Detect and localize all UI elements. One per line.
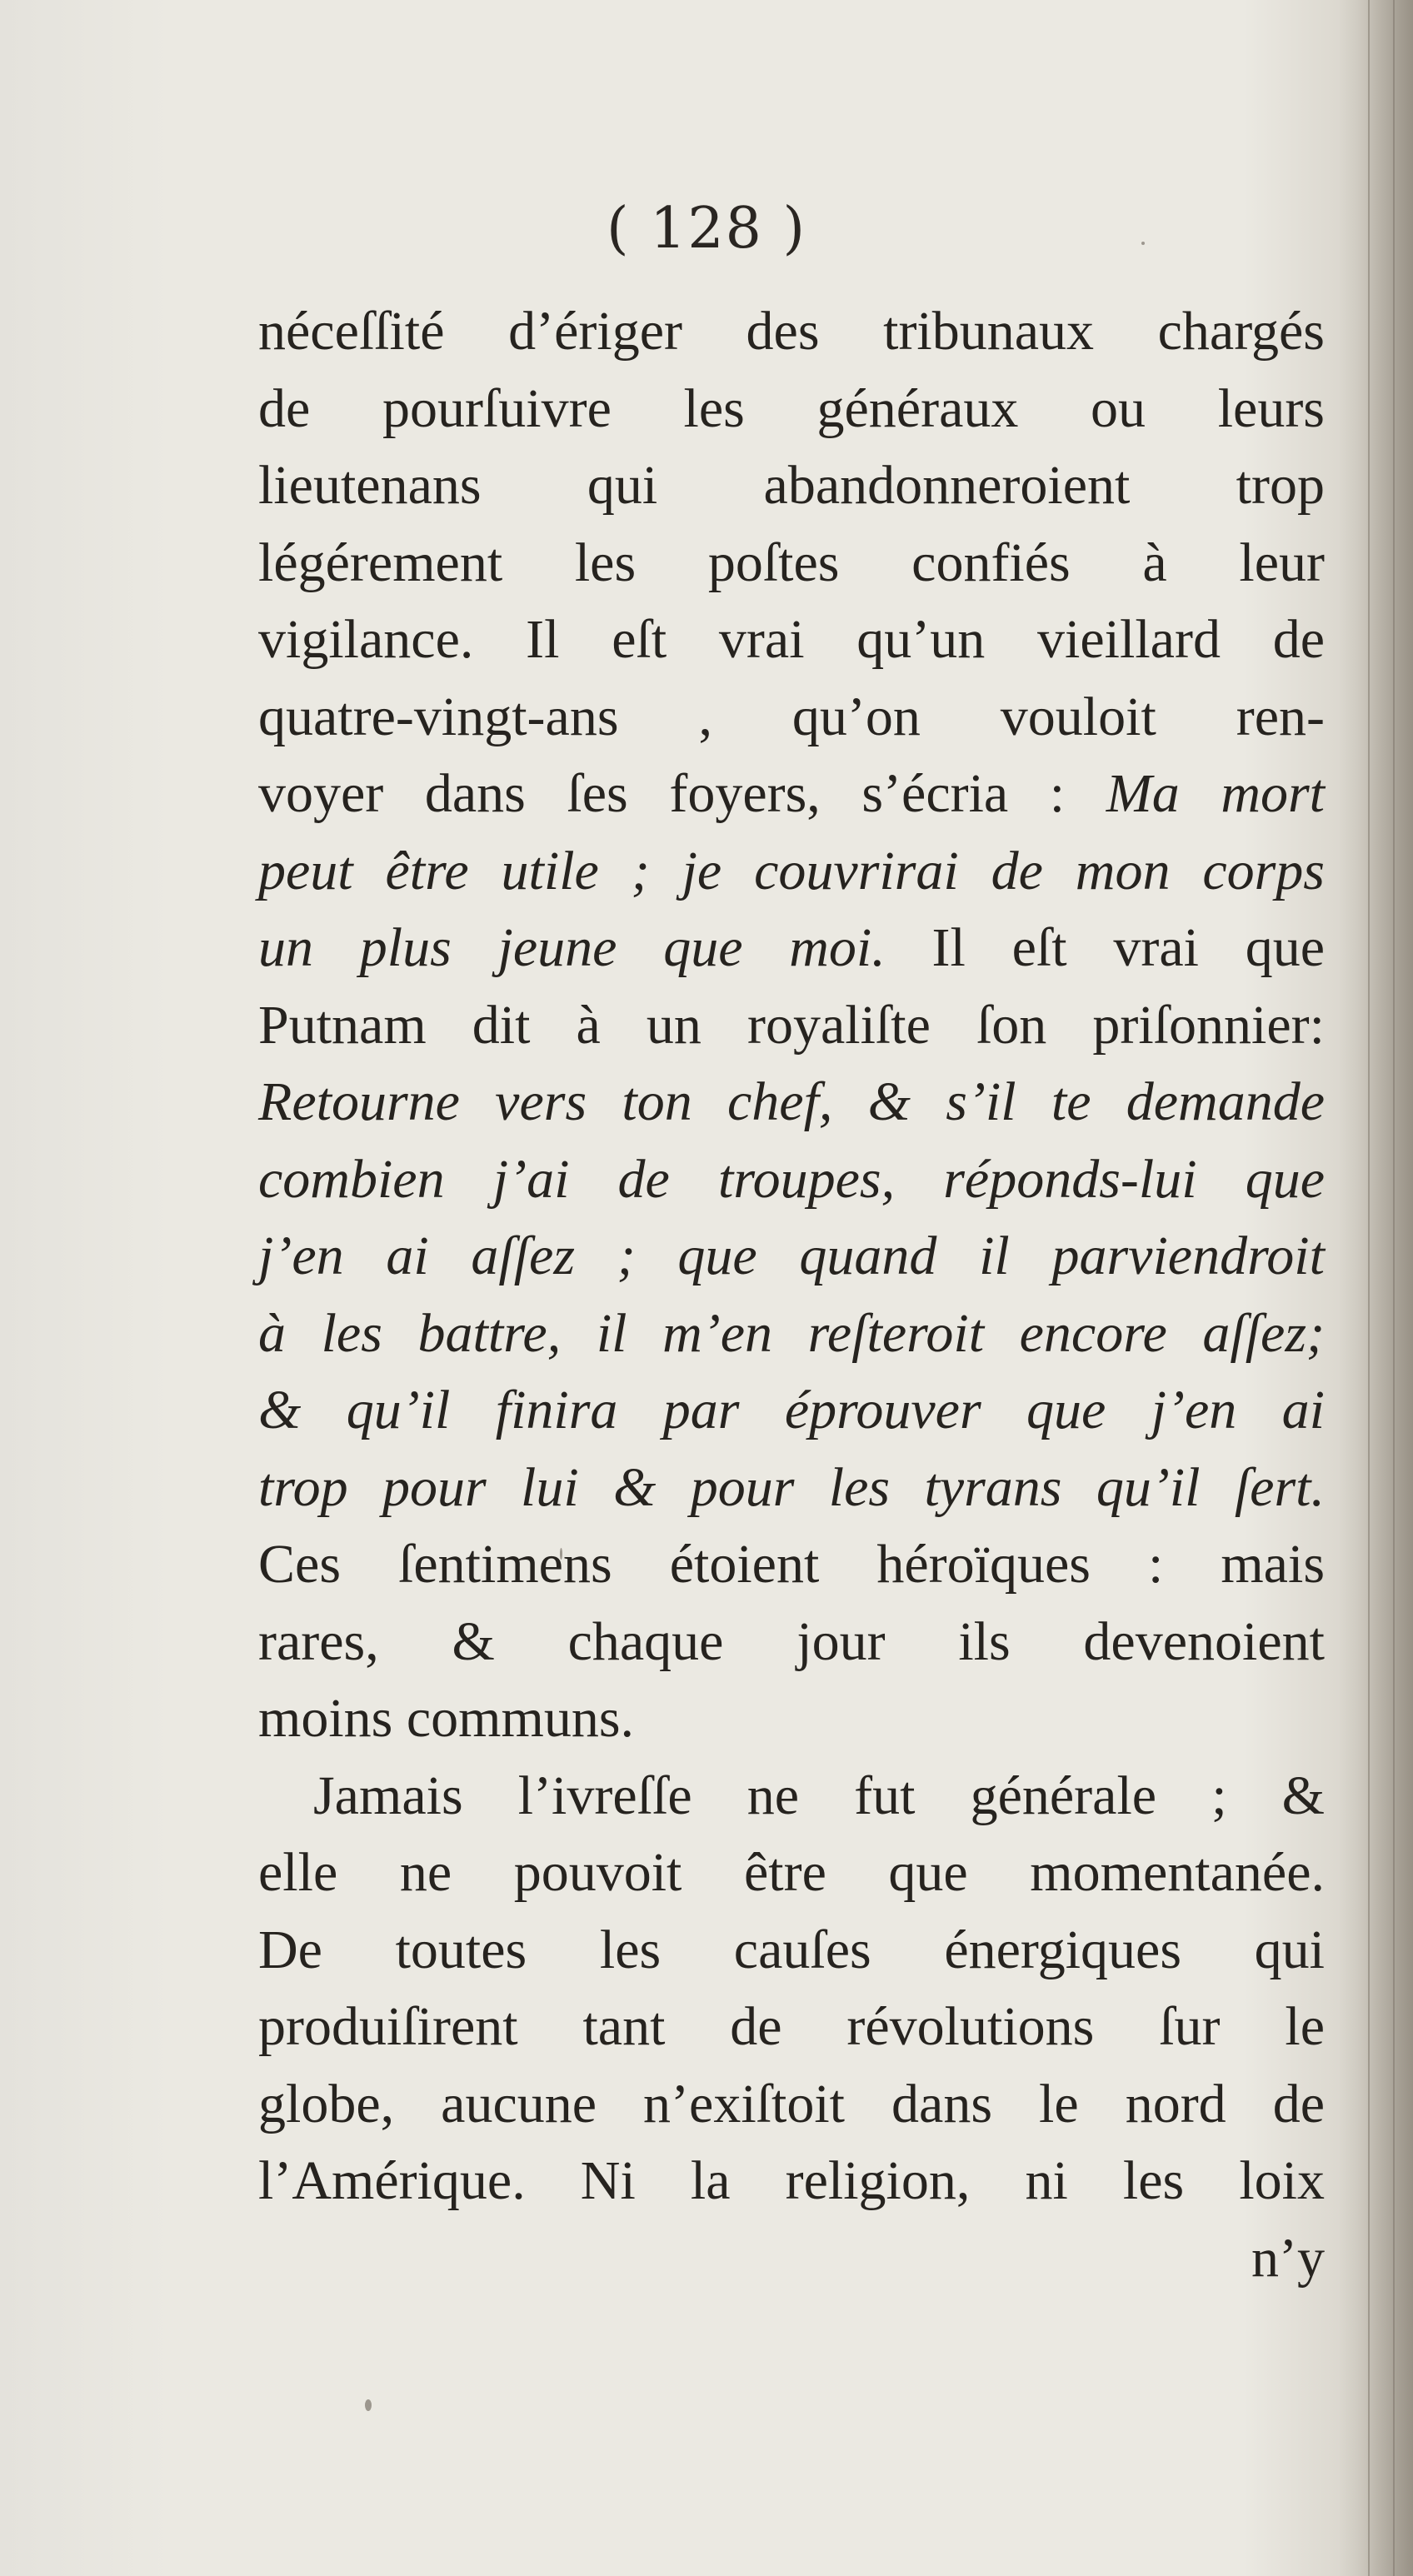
paper-speck	[1141, 242, 1145, 245]
text-line: de pourſuivre les généraux ou leurs	[258, 377, 1325, 439]
text-line: lieutenans qui abandonneroient trop	[258, 455, 1325, 516]
text-line: Putnam dit à un royaliſte ſon priſonnier:	[258, 994, 1325, 1056]
text-line: légérement les poſtes confiés à leur	[258, 532, 1325, 593]
text-line: vigilance. Il eſt vrai qu’un vieillard de	[258, 609, 1325, 670]
text-line: combien j’ai de troupes, réponds-lui que	[258, 1148, 1325, 1210]
page-number: ( 128 )	[606, 196, 807, 262]
text-line: l’Amérique. Ni la religion, ni les loix	[258, 2150, 1325, 2211]
catchword: n’y	[1251, 2227, 1325, 2289]
page-edge-shadow	[1338, 0, 1413, 2576]
text-line: globe, aucune n’exiſtoit dans le nord de	[258, 2073, 1325, 2134]
text-line: moins communs.	[258, 1688, 635, 1749]
text-line: Retourne vers ton chef, & s’il te demande	[258, 1071, 1325, 1132]
text-line: trop pour lui & pour les tyrans qu’il ſert.	[258, 1456, 1325, 1518]
text-line: Jamais l’ivreſſe ne fut générale ; &	[313, 1765, 1325, 1826]
text-line: De toutes les cauſes énergiques qui	[258, 1919, 1325, 1980]
paper-speck	[560, 1548, 562, 1560]
text-line: voyer dans ſes foyers, s’écria : Ma mort	[258, 763, 1326, 824]
text-line: quatre-vingt-ans , qu’on vouloit ren-	[258, 686, 1325, 747]
text-line: un plus jeune que moi. Il eſt vrai que	[258, 917, 1326, 978]
page-edge-line	[1368, 0, 1370, 2576]
text-line: peut être utile ; je couvrirai de mon corps	[258, 840, 1325, 901]
page-edge-line	[1393, 0, 1395, 2576]
text-line: néceſſité d’ériger des tribunaux chargés	[258, 301, 1325, 362]
paper-speck	[365, 2399, 372, 2411]
page-body-text	[258, 293, 1325, 2297]
text-line: elle ne pouvoit être que momentanée.	[258, 1842, 1325, 1903]
text-line: j’en ai aſſez ; que quand il parviendroit	[258, 1226, 1325, 1286]
text-line: rares, & chaque jour ils devenoient	[258, 1610, 1325, 1672]
text-line: à les battre, il m’en reſteroit encore aſſez;	[258, 1302, 1325, 1364]
text-line: & qu’il finira par éprouver que j’en ai	[258, 1380, 1325, 1440]
text-line: Ces ſentimens étoient héroïques : mais	[258, 1534, 1325, 1595]
text-line: produiſirent tant de révolutions ſur le	[258, 1996, 1325, 2057]
